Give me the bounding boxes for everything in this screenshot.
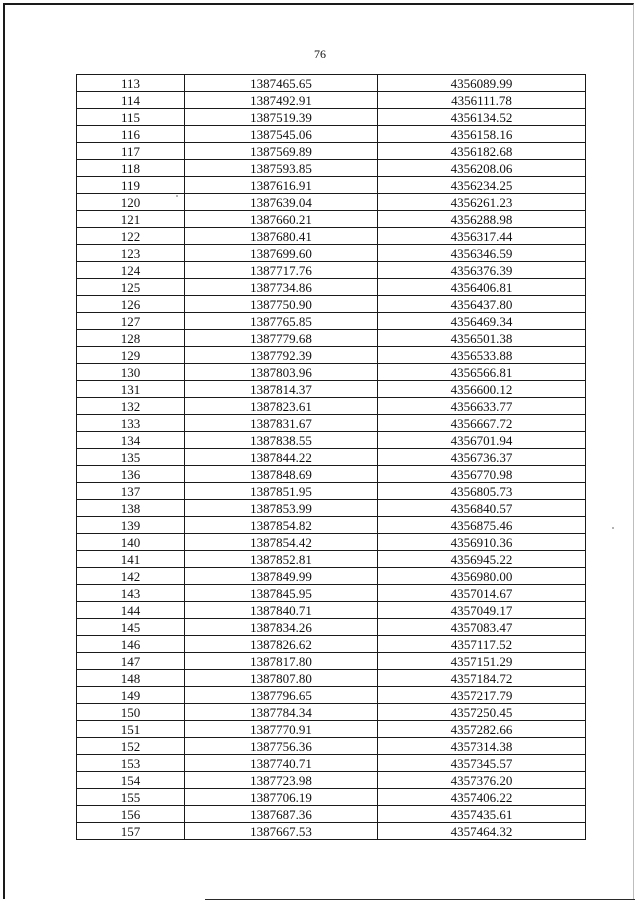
table-row (77, 364, 586, 381)
table-row (77, 449, 586, 466)
table-row (77, 517, 586, 534)
table-row (77, 296, 586, 313)
point-number-cell: 140 (77, 534, 185, 551)
y-coordinate-cell: 4357376.20 (378, 772, 586, 789)
table-row (77, 636, 586, 653)
table-row (77, 500, 586, 517)
y-coordinate-cell: 4356111.78 (378, 92, 586, 109)
y-coordinate-cell: 4356600.12 (378, 381, 586, 398)
point-number-cell: 118 (77, 160, 185, 177)
x-coordinate-cell: 1387723.98 (185, 772, 378, 789)
x-coordinate-cell: 1387784.34 (185, 704, 378, 721)
table-row (77, 602, 586, 619)
x-coordinate-cell: 1387854.82 (185, 517, 378, 534)
point-number-cell: 113 (77, 75, 185, 92)
point-number-cell: 147 (77, 653, 185, 670)
point-number-cell: 116 (77, 126, 185, 143)
x-coordinate-cell: 1387796.65 (185, 687, 378, 704)
point-number-cell: 133 (77, 415, 185, 432)
coordinates-table (76, 74, 586, 840)
x-coordinate-cell: 1387854.42 (185, 534, 378, 551)
point-number-cell: 155 (77, 789, 185, 806)
point-number-cell: 135 (77, 449, 185, 466)
table-row (77, 109, 586, 126)
y-coordinate-cell: 4356261.23 (378, 194, 586, 211)
x-coordinate-cell: 1387569.89 (185, 143, 378, 160)
point-number-cell: 142 (77, 568, 185, 585)
y-coordinate-cell: 4356469.34 (378, 313, 586, 330)
scan-speck (176, 195, 178, 197)
point-number-cell: 128 (77, 330, 185, 347)
table-row (77, 194, 586, 211)
x-coordinate-cell: 1387803.96 (185, 364, 378, 381)
x-coordinate-cell: 1387831.67 (185, 415, 378, 432)
x-coordinate-cell: 1387706.19 (185, 789, 378, 806)
table-row (77, 126, 586, 143)
table-row (77, 177, 586, 194)
y-coordinate-cell: 4356376.39 (378, 262, 586, 279)
table-row (77, 789, 586, 806)
table-row (77, 432, 586, 449)
table-row (77, 262, 586, 279)
point-number-cell: 150 (77, 704, 185, 721)
table-row (77, 92, 586, 109)
point-number-cell: 151 (77, 721, 185, 738)
x-coordinate-cell: 1387840.71 (185, 602, 378, 619)
table-row (77, 670, 586, 687)
point-number-cell: 156 (77, 806, 185, 823)
table-row (77, 568, 586, 585)
point-number-cell: 123 (77, 245, 185, 262)
x-coordinate-cell: 1387680.41 (185, 228, 378, 245)
y-coordinate-cell: 4356288.98 (378, 211, 586, 228)
y-coordinate-cell: 4357464.32 (378, 823, 586, 840)
y-coordinate-cell: 4356533.88 (378, 347, 586, 364)
table-row (77, 755, 586, 772)
point-number-cell: 143 (77, 585, 185, 602)
table-row (77, 585, 586, 602)
x-coordinate-cell: 1387756.36 (185, 738, 378, 755)
point-number-cell: 122 (77, 228, 185, 245)
y-coordinate-cell: 4357151.29 (378, 653, 586, 670)
y-coordinate-cell: 4356158.16 (378, 126, 586, 143)
x-coordinate-cell: 1387519.39 (185, 109, 378, 126)
table-row (77, 381, 586, 398)
table-row (77, 551, 586, 568)
y-coordinate-cell: 4357014.67 (378, 585, 586, 602)
x-coordinate-cell: 1387639.04 (185, 194, 378, 211)
x-coordinate-cell: 1387770.91 (185, 721, 378, 738)
point-number-cell: 139 (77, 517, 185, 534)
table-row (77, 721, 586, 738)
y-coordinate-cell: 4357282.66 (378, 721, 586, 738)
x-coordinate-cell: 1387834.26 (185, 619, 378, 636)
y-coordinate-cell: 4357250.45 (378, 704, 586, 721)
point-number-cell: 146 (77, 636, 185, 653)
point-number-cell: 126 (77, 296, 185, 313)
x-coordinate-cell: 1387844.22 (185, 449, 378, 466)
x-coordinate-cell: 1387838.55 (185, 432, 378, 449)
y-coordinate-cell: 4356317.44 (378, 228, 586, 245)
x-coordinate-cell: 1387852.81 (185, 551, 378, 568)
table-row (77, 160, 586, 177)
table-row (77, 653, 586, 670)
point-number-cell: 138 (77, 500, 185, 517)
y-coordinate-cell: 4356840.57 (378, 500, 586, 517)
table-row (77, 279, 586, 296)
point-number-cell: 125 (77, 279, 185, 296)
point-number-cell: 124 (77, 262, 185, 279)
table-row (77, 245, 586, 262)
coordinates-table-body (77, 75, 586, 840)
table-row (77, 772, 586, 789)
table-row (77, 330, 586, 347)
point-number-cell: 130 (77, 364, 185, 381)
x-coordinate-cell: 1387817.80 (185, 653, 378, 670)
table-row (77, 738, 586, 755)
y-coordinate-cell: 4356437.80 (378, 296, 586, 313)
page-number: 76 (314, 47, 326, 61)
table-row (77, 211, 586, 228)
point-number-cell: 114 (77, 92, 185, 109)
point-number-cell: 144 (77, 602, 185, 619)
x-coordinate-cell: 1387492.91 (185, 92, 378, 109)
y-coordinate-cell: 4356805.73 (378, 483, 586, 500)
y-coordinate-cell: 4357083.47 (378, 619, 586, 636)
point-number-cell: 127 (77, 313, 185, 330)
point-number-cell: 141 (77, 551, 185, 568)
point-number-cell: 120 (77, 194, 185, 211)
point-number-cell: 129 (77, 347, 185, 364)
y-coordinate-cell: 4356875.46 (378, 517, 586, 534)
y-coordinate-cell: 4357117.52 (378, 636, 586, 653)
y-coordinate-cell: 4357184.72 (378, 670, 586, 687)
table-row (77, 75, 586, 92)
y-coordinate-cell: 4356910.36 (378, 534, 586, 551)
point-number-cell: 131 (77, 381, 185, 398)
table-row (77, 228, 586, 245)
y-coordinate-cell: 4357049.17 (378, 602, 586, 619)
point-number-cell: 119 (77, 177, 185, 194)
point-number-cell: 115 (77, 109, 185, 126)
y-coordinate-cell: 4356701.94 (378, 432, 586, 449)
x-coordinate-cell: 1387740.71 (185, 755, 378, 772)
table-row (77, 806, 586, 823)
x-coordinate-cell: 1387699.60 (185, 245, 378, 262)
x-coordinate-cell: 1387853.99 (185, 500, 378, 517)
y-coordinate-cell: 4356182.68 (378, 143, 586, 160)
y-coordinate-cell: 4356667.72 (378, 415, 586, 432)
y-coordinate-cell: 4357345.57 (378, 755, 586, 772)
x-coordinate-cell: 1387667.53 (185, 823, 378, 840)
y-coordinate-cell: 4356134.52 (378, 109, 586, 126)
table-row (77, 823, 586, 840)
x-coordinate-cell: 1387545.06 (185, 126, 378, 143)
y-coordinate-cell: 4356089.99 (378, 75, 586, 92)
point-number-cell: 154 (77, 772, 185, 789)
point-number-cell: 117 (77, 143, 185, 160)
table-row (77, 398, 586, 415)
x-coordinate-cell: 1387779.68 (185, 330, 378, 347)
table-row (77, 687, 586, 704)
x-coordinate-cell: 1387750.90 (185, 296, 378, 313)
y-coordinate-cell: 4356770.98 (378, 466, 586, 483)
y-coordinate-cell: 4356633.77 (378, 398, 586, 415)
y-coordinate-cell: 4356736.37 (378, 449, 586, 466)
x-coordinate-cell: 1387807.80 (185, 670, 378, 687)
table-row (77, 415, 586, 432)
x-coordinate-cell: 1387734.86 (185, 279, 378, 296)
x-coordinate-cell: 1387845.95 (185, 585, 378, 602)
table-row (77, 347, 586, 364)
y-coordinate-cell: 4356945.22 (378, 551, 586, 568)
point-number-cell: 121 (77, 211, 185, 228)
x-coordinate-cell: 1387660.21 (185, 211, 378, 228)
point-number-cell: 136 (77, 466, 185, 483)
point-number-cell: 137 (77, 483, 185, 500)
x-coordinate-cell: 1387826.62 (185, 636, 378, 653)
point-number-cell: 157 (77, 823, 185, 840)
y-coordinate-cell: 4356208.06 (378, 160, 586, 177)
y-coordinate-cell: 4356406.81 (378, 279, 586, 296)
x-coordinate-cell: 1387851.95 (185, 483, 378, 500)
point-number-cell: 152 (77, 738, 185, 755)
scan-speck (612, 527, 614, 529)
x-coordinate-cell: 1387765.85 (185, 313, 378, 330)
table-row (77, 313, 586, 330)
y-coordinate-cell: 4356566.81 (378, 364, 586, 381)
x-coordinate-cell: 1387792.39 (185, 347, 378, 364)
y-coordinate-cell: 4356346.59 (378, 245, 586, 262)
table-row (77, 704, 586, 721)
x-coordinate-cell: 1387823.61 (185, 398, 378, 415)
x-coordinate-cell: 1387465.65 (185, 75, 378, 92)
y-coordinate-cell: 4357435.61 (378, 806, 586, 823)
y-coordinate-cell: 4356980.00 (378, 568, 586, 585)
y-coordinate-cell: 4356234.25 (378, 177, 586, 194)
x-coordinate-cell: 1387848.69 (185, 466, 378, 483)
bottom-rule (205, 899, 635, 900)
y-coordinate-cell: 4357406.22 (378, 789, 586, 806)
x-coordinate-cell: 1387814.37 (185, 381, 378, 398)
x-coordinate-cell: 1387849.99 (185, 568, 378, 585)
x-coordinate-cell: 1387717.76 (185, 262, 378, 279)
table-row (77, 466, 586, 483)
table-row (77, 619, 586, 636)
x-coordinate-cell: 1387616.91 (185, 177, 378, 194)
table-row (77, 483, 586, 500)
x-coordinate-cell: 1387687.36 (185, 806, 378, 823)
point-number-cell: 149 (77, 687, 185, 704)
point-number-cell: 134 (77, 432, 185, 449)
x-coordinate-cell: 1387593.85 (185, 160, 378, 177)
point-number-cell: 132 (77, 398, 185, 415)
point-number-cell: 148 (77, 670, 185, 687)
point-number-cell: 145 (77, 619, 185, 636)
y-coordinate-cell: 4356501.38 (378, 330, 586, 347)
point-number-cell: 153 (77, 755, 185, 772)
table-row (77, 143, 586, 160)
y-coordinate-cell: 4357217.79 (378, 687, 586, 704)
y-coordinate-cell: 4357314.38 (378, 738, 586, 755)
table-row (77, 534, 586, 551)
